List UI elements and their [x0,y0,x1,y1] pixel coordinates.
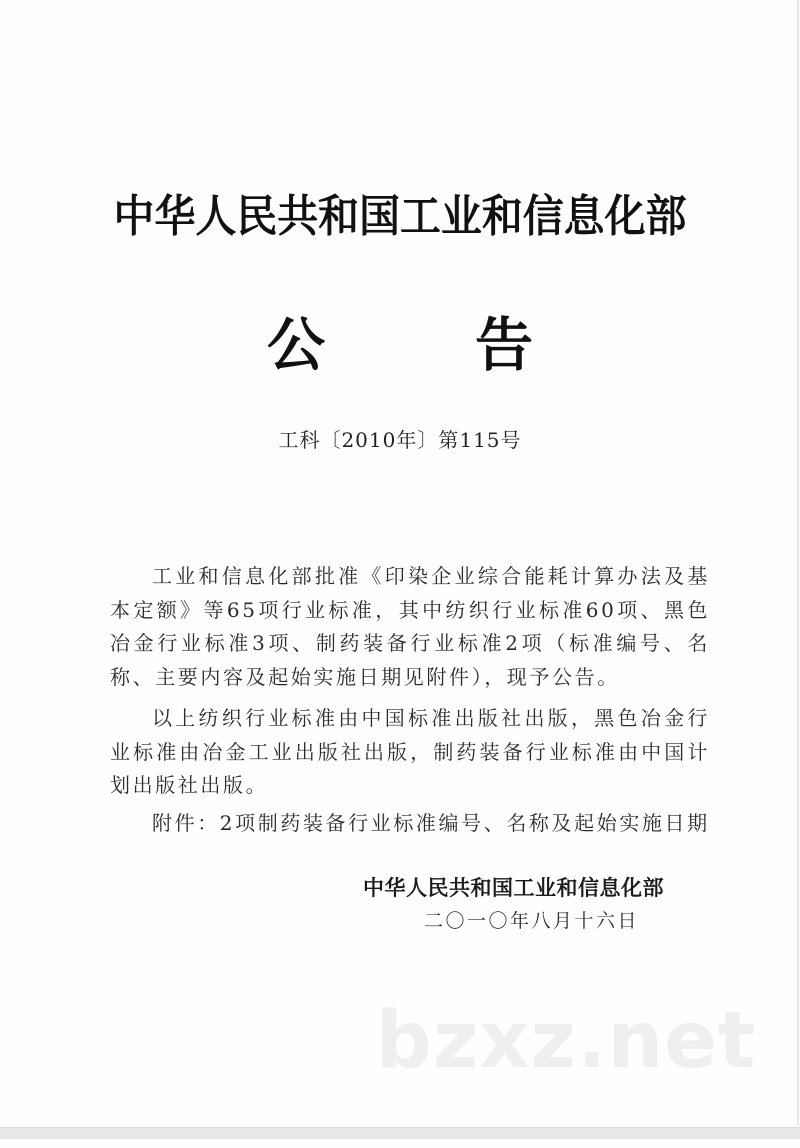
doc-type-char-2: 告 [475,311,534,379]
document-type-heading [0,298,800,382]
body-paragraph-publishers: 以上纺织行业标准由中国标准出版社出版，黑色冶金行业标准由冶金工业出版社出版，制药装备行业标准由中国计划出版社出版。 [110,706,710,797]
signature-issuer: 中华人民共和国工业和信息化部 [363,876,664,900]
body-paragraph-approval: 工业和信息化部批准《印染企业综合能耗计算办法及基本定额》等65项行业标准，其中纺织行业标准60项、黑色冶金行业标准3项、制药装备行业标准2项（标准编号、名称、主要内容及起始实施日期见附件），现予公告。 [110,564,710,689]
document-body [110,560,710,840]
issue-date: 二〇一〇年八月十六日 [424,910,640,932]
document-number: 工科〔2010年〕第115号 [278,428,522,452]
attachment-note: 附件：2项制药装备行业标准编号、名称及起始实施日期 [152,810,710,835]
watermark: bzxz.net [376,996,757,1086]
doc-type-char-1: 公 [266,311,325,379]
issuer-title: 中华人民共和国工业和信息化部 [113,191,687,242]
next-page-edge [0,1139,800,1148]
